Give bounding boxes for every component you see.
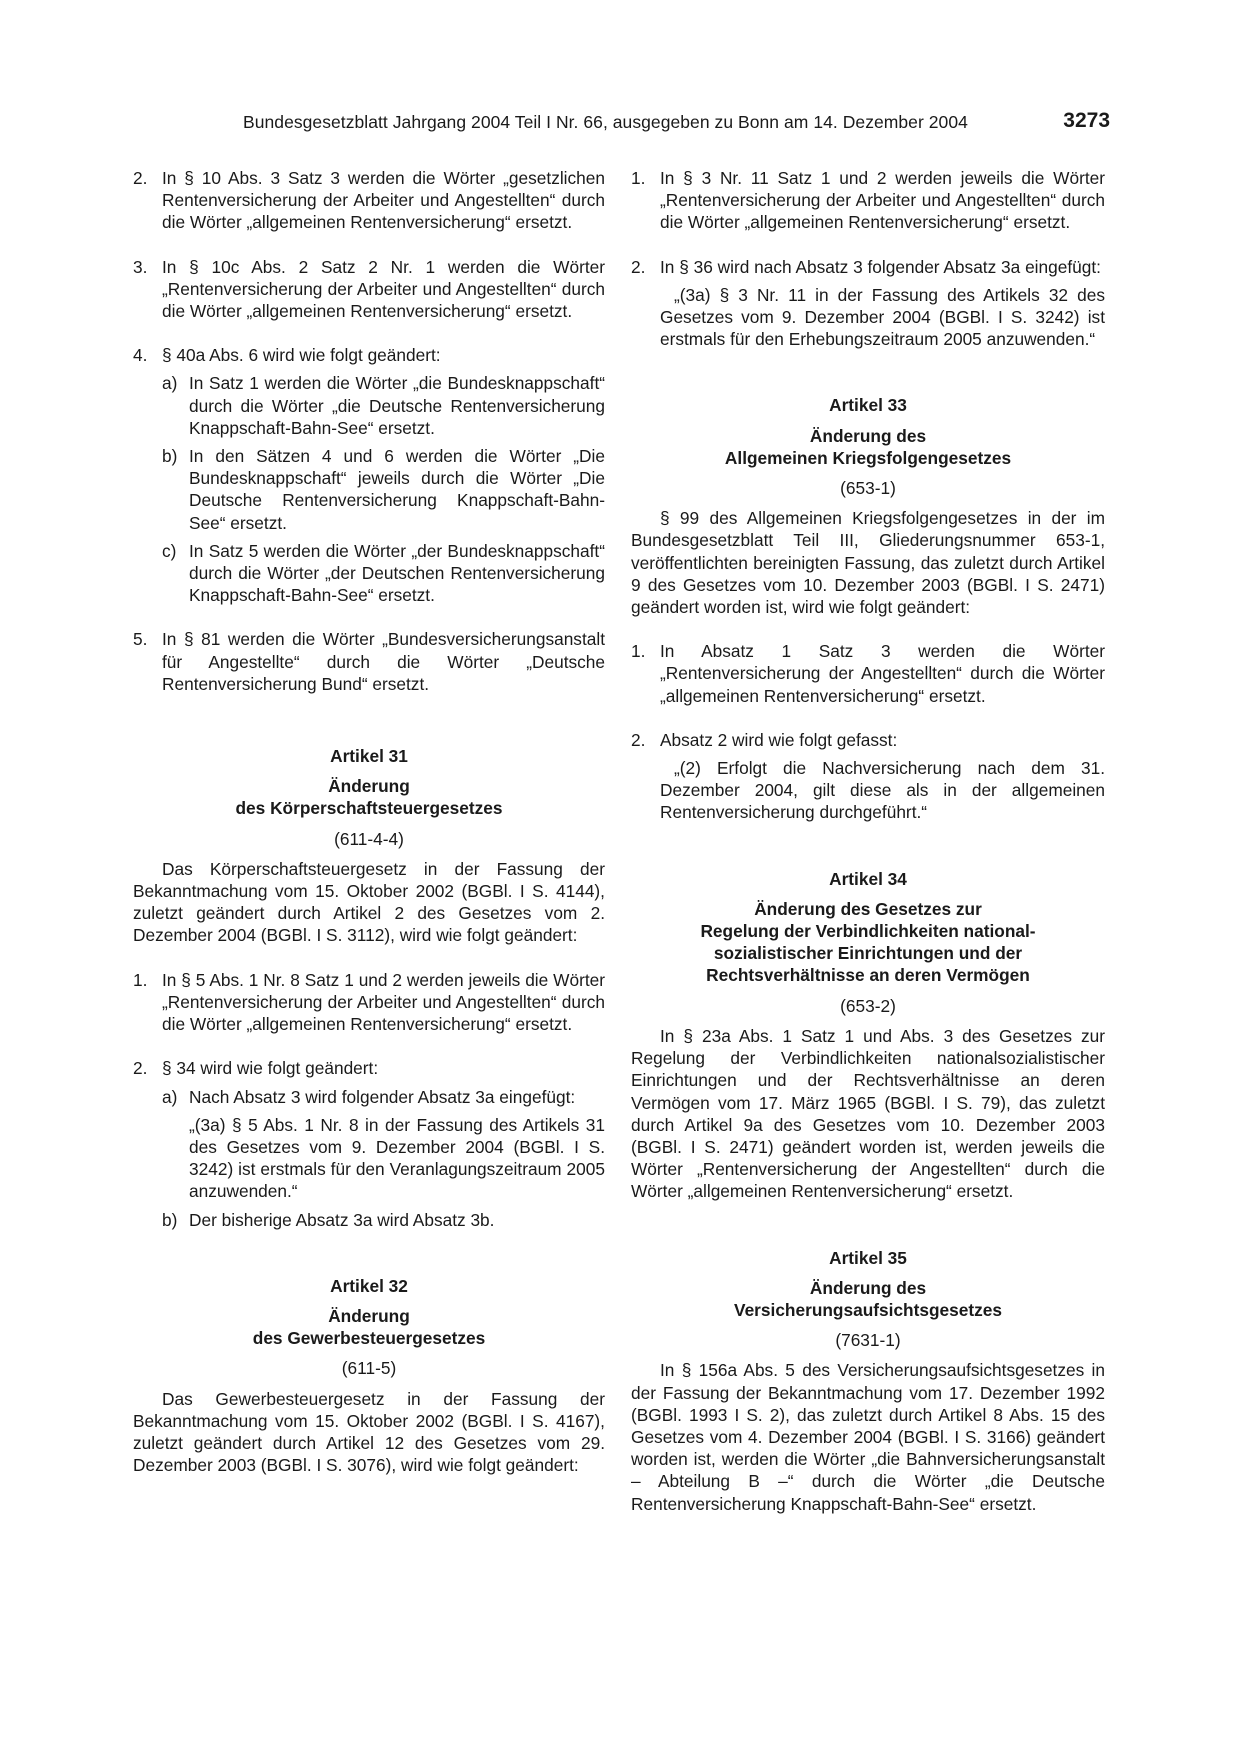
item-number: 1.	[631, 641, 646, 662]
article-title: sozialistischer Einrichtungen und der	[713, 943, 1023, 964]
list-item	[631, 256, 1105, 278]
item-text: In § 3 Nr. 11 Satz 1 und 2 werden jeweils die Wörter „Rentenversicherung der Arbeiter und Angestellten“ durch die Wörter „allgemeinen Rentenversicherung“ ersetzt.	[660, 168, 1105, 233]
article-title: des Gewerbesteuergesetzes	[252, 1328, 486, 1349]
list-item	[133, 344, 605, 366]
list-item	[631, 729, 1105, 751]
article-title: Änderung des Gesetzes zur	[754, 898, 982, 919]
item-text: § 34 wird wie folgt geändert:	[162, 1058, 379, 1079]
page-header	[243, 109, 1110, 139]
classification-number: (611-5)	[341, 1358, 397, 1379]
page-number: 3273	[1063, 109, 1110, 132]
sub-item	[162, 1209, 605, 1231]
article-intro: In § 23a Abs. 1 Satz 1 und Abs. 3 des Gesetzes zur Regelung der Verbindlichkeiten nationalsozialistischer Einrichtungen und der Rechtsverhältnisse an deren Vermögen vom 17. März 1965 (BGBl. I S. 79), das zuletzt durch Artikel 9a des Gesetzes vom 10. Dezember 2003 (BGBl. I S. 2471) geändert worden ist, werden jeweils die Wörter „Rentenversicherung der Angestellten“ durch die Wörter „allgemeinen Rentenversicherung“ ersetzt.	[631, 1025, 1105, 1202]
item-text: In § 5 Abs. 1 Nr. 8 Satz 1 und 2 werden jeweils die Wörter „Rentenversicherung der Arbeiter und Angestellten“ durch die Wörter „allgemeinen Rentenversicherung“ ersetzt.	[162, 969, 605, 1035]
inserted-quote: „(3a) § 5 Abs. 1 Nr. 8 in der Fassung des Artikels 31 des Gesetzes vom 9. Dezember 2004 (BGBl. I S. 3242) ist erstmals für den Veranlagungszeitraum 2005 anzuwenden.“	[189, 1114, 605, 1202]
list-item	[631, 640, 1105, 707]
article-intro: In § 156a Abs. 5 des Versicherungsaufsichtsgesetzes in der Fassung der Bekanntmachung vom 17. Dezember 1992 (BGBl. 1993 I S. 2), das zuletzt durch Artikel 8 Abs. 15 des Gesetzes vom 4. Dezember 2004 (BGBl. I S. 3166) geändert worden ist, werden die Wörter „die Bahnversicherungsanstalt – Abteilung B –“ durch die Wörter „die Deutsche Rentenversicherung Knappschaft-Bahn-See“ ersetzt.	[631, 1360, 1105, 1514]
classification-number: (653-1)	[840, 478, 896, 499]
sub-item-text: In Satz 5 werden die Wörter „der Bundesknappschaft“ durch die Wörter „der Deutschen Rentenversicherung Knappschaft-Bahn-See“ ersetzt.	[189, 540, 605, 606]
item-text: Absatz 2 wird wie folgt gefasst:	[660, 729, 898, 750]
list-item	[631, 167, 1105, 234]
list-item	[133, 1057, 605, 1079]
item-number: 1.	[133, 969, 148, 990]
item-number: 3.	[133, 256, 148, 277]
list-item	[133, 628, 605, 695]
item-text: In § 36 wird nach Absatz 3 folgender Absatz 3a eingefügt:	[660, 256, 1101, 277]
list-item	[133, 969, 605, 1036]
article-title: Änderung des	[809, 425, 927, 446]
sub-item-text: Der bisherige Absatz 3a wird Absatz 3b.	[189, 1209, 495, 1230]
sub-item-label: b)	[162, 1209, 178, 1230]
article-heading: Artikel 32	[330, 1275, 408, 1296]
list-item	[133, 167, 605, 234]
article-intro: Das Körperschaftsteuergesetz in der Fassung der Bekanntmachung vom 15. Oktober 2002 (BGBl. I S. 4144), zuletzt geändert durch Artikel 2 des Gesetzes vom 2. Dezember 2004 (BGBl. I S. 3112), wird wie folgt geändert:	[133, 858, 605, 946]
article-heading: Artikel 34	[829, 868, 907, 889]
item-text: In § 10 Abs. 3 Satz 3 werden die Wörter „gesetzlichen Rentenversicherung der Arbeiter und Angestellten“ durch die Wörter „allgemeinen Rentenversicherung“ ersetzt.	[162, 168, 605, 233]
article-title: des Körperschaftsteuergesetzes	[235, 798, 503, 819]
right-column	[631, 167, 1105, 1515]
article-intro: Das Gewerbesteuergesetz in der Fassung der Bekanntmachung vom 15. Oktober 2002 (BGBl. I S. 4167), zuletzt geändert durch Artikel 12 des Gesetzes vom 29. Dezember 2003 (BGBl. I S. 3076), wird wie folgt geändert:	[133, 1388, 605, 1476]
item-number: 2.	[631, 256, 646, 277]
article-title: Allgemeinen Kriegsfolgengesetzes	[724, 447, 1012, 468]
item-text: In § 81 werden die Wörter „Bundesversicherungsanstalt für Angestellte“ durch die Wörter „Deutsche Rentenversicherung Bund“ ersetzt.	[162, 629, 605, 694]
article-title: Änderung	[328, 1305, 410, 1326]
sub-item-label: a)	[162, 1086, 178, 1107]
article-intro: § 99 des Allgemeinen Kriegsfolgengesetzes in der im Bundesgesetzblatt Teil III, Gliederungsnummer 653-1, veröffentlichten bereinigten Fassung, das zuletzt durch Artikel 9 des Gesetzes vom 10. Dezember 2003 (BGBl. I S. 2471) geändert worden ist, wird wie folgt geändert:	[631, 508, 1105, 618]
article-title: Rechtsverhältnisse an deren Vermögen	[706, 965, 1030, 986]
sub-item	[162, 540, 605, 607]
item-number: 4.	[133, 345, 148, 366]
item-number: 2.	[133, 1058, 148, 1079]
sub-item	[162, 372, 605, 439]
sub-item-label: a)	[162, 373, 178, 394]
item-number: 2.	[631, 729, 646, 750]
inserted-quote: „(3a) § 3 Nr. 11 in der Fassung des Artikels 32 des Gesetzes vom 9. Dezember 2004 (BGBl. I S. 3242) ist erstmals für den Erhebungszeitraum 2005 anzuwenden.“	[660, 284, 1105, 350]
classification-number: (611-4-4)	[334, 828, 404, 849]
article-heading: Artikel 33	[829, 395, 907, 416]
item-text: In § 10c Abs. 2 Satz 2 Nr. 1 werden die Wörter „Rentenversicherung der Arbeiter und Angestellten“ durch die Wörter „allgemeinen Rentenversicherung“ ersetzt.	[162, 256, 605, 322]
inserted-quote: „(2) Erfolgt die Nachversicherung nach dem 31. Dezember 2004, gilt diese als in der allgemeinen Rentenversicherung durchgeführt.“	[660, 758, 1105, 823]
article-title: Regelung der Verbindlichkeiten national-	[700, 921, 1036, 942]
item-number: 2.	[133, 168, 148, 188]
sub-item	[162, 445, 605, 534]
item-text: In Absatz 1 Satz 3 werden die Wörter „Rentenversicherung der Angestellten“ durch die Wörter „allgemeinen Rentenversicherung“ ersetzt.	[660, 641, 1105, 706]
article-heading: Artikel 31	[330, 746, 408, 767]
sub-item-text: In den Sätzen 4 und 6 werden die Wörter „Die Bundesknappschaft“ jeweils durch die Wörter „Die Deutsche Rentenversicherung Knappschaft-Bahn-See“ ersetzt.	[189, 446, 605, 533]
article-title: Versicherungsaufsichtsgesetzes	[734, 1299, 1002, 1320]
item-text: § 40a Abs. 6 wird wie folgt geändert:	[162, 345, 441, 366]
list-item	[133, 256, 605, 323]
item-number: 1.	[631, 168, 646, 188]
classification-number: (7631-1)	[835, 1330, 901, 1351]
article-heading: Artikel 35	[829, 1247, 907, 1268]
left-column	[133, 167, 605, 1476]
article-title: Änderung	[328, 776, 410, 797]
sub-item-label: c)	[162, 540, 177, 561]
running-header: Bundesgesetzblatt Jahrgang 2004 Teil I Nr. 66, ausgegeben zu Bonn am 14. Dezember 2004	[243, 112, 968, 132]
sub-item-text: In Satz 1 werden die Wörter „die Bundesknappschaft“ durch die Wörter „die Deutsche Rentenversicherung Knappschaft-Bahn-See“ ersetzt.	[189, 373, 605, 438]
article-title: Änderung des	[809, 1277, 927, 1298]
classification-number: (653-2)	[840, 995, 896, 1016]
sub-item	[162, 1086, 605, 1108]
sub-item-label: b)	[162, 446, 178, 467]
sub-item-text: Nach Absatz 3 wird folgender Absatz 3a eingefügt:	[189, 1086, 576, 1107]
item-number: 5.	[133, 629, 148, 650]
